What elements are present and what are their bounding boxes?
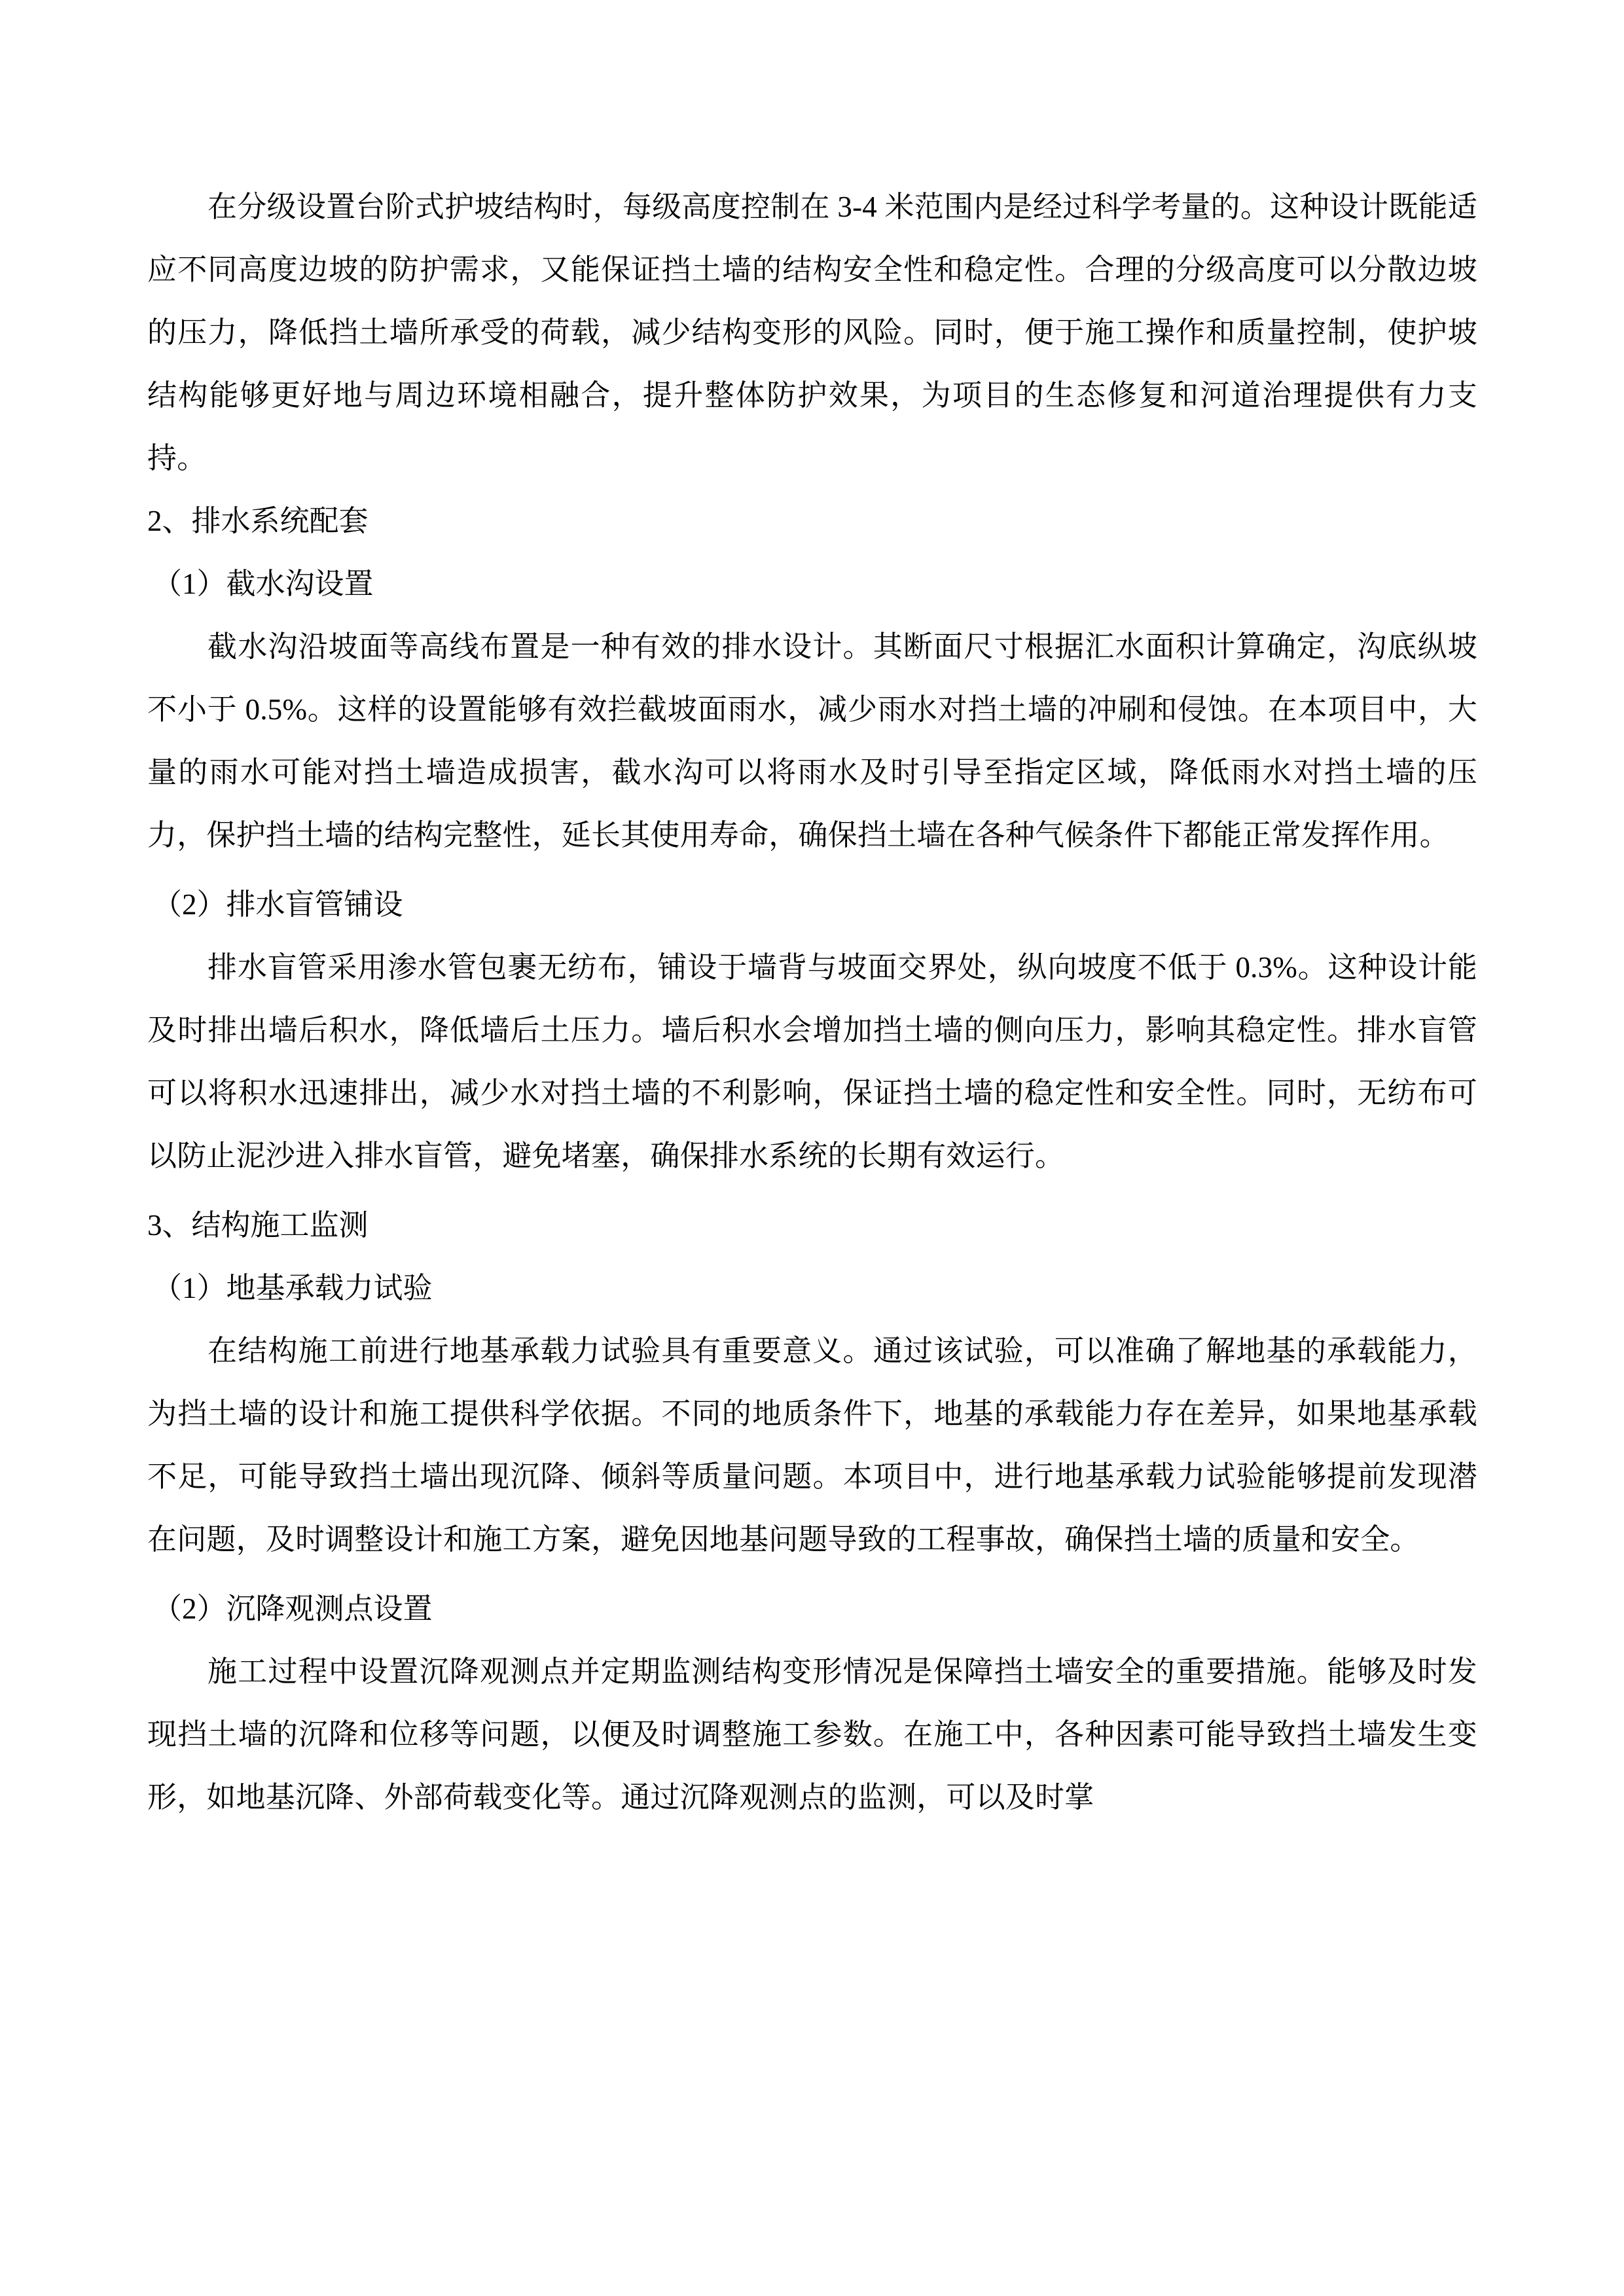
paragraph-spacer	[147, 867, 1477, 873]
heading-drainage-system: 2、排水系统配套	[147, 505, 369, 537]
paragraph-spacer	[147, 1571, 1477, 1577]
heading-settlement-observation-points: （2）沉降观测点设置	[153, 1592, 433, 1625]
paragraph-bearing-capacity-test: 在结构施工前进行地基承载力试验具有重要意义。通过该试验，可以准确了解地基的承载能力，为挡土墙的设计和施工提供科学依据。不同的地质条件下，地基的承载能力存在差异，如果地基承载不足，可能导致挡土墙出现沉降、倾斜等质量问题。本项目中，进行地基承载力试验能够提前发现潜在问题，及时调整设计和施工方案，避免因地基问题导致的工程事故，确保挡土墙的质量和安全。	[147, 1335, 1477, 1556]
paragraph-spacer	[147, 1187, 1477, 1194]
heading-bearing-capacity-test: （1）地基承载力试验	[153, 1272, 433, 1304]
paragraph-settlement-observation-points: 施工过程中设置沉降观测点并定期监测结构变形情况是保障挡土墙安全的重要措施。能够及时发现挡土墙的沉降和位移等问题，以便及时调整施工参数。在施工中，各种因素可能导致挡土墙发生变形，如地基沉降、外部荷载变化等。通过沉降观测点的监测，可以及时掌	[147, 1655, 1477, 1814]
paragraph-intercepting-ditch: 截水沟沿坡面等高线布置是一种有效的排水设计。其断面尺寸根据汇水面积计算确定，沟底纵坡不小于 0.5%。这样的设置能够有效拦截坡面雨水，减少雨水对挡土墙的冲刷和侵蚀。在本项目中，大量的雨水可能对挡土墙造成损害，截水沟可以将雨水及时引导至指定区域，降低雨水对挡土墙的压力，保护挡土墙的结构完整性，延长其使用寿命，确保挡土墙在各种气候条件下都能正常发挥作用。	[147, 630, 1477, 852]
document-body	[147, 175, 1477, 1829]
heading-structural-monitoring: 3、结构施工监测	[147, 1209, 369, 1242]
heading-intercepting-ditch: （1）截水沟设置	[153, 567, 374, 600]
heading-blind-drain-pipe: （2）排水盲管铺设	[153, 888, 403, 921]
paragraph-blind-drain-pipe: 排水盲管采用渗水管包裹无纺布，铺设于墙背与坡面交界处，纵向坡度不低于 0.3%。这种设计能及时排出墙后积水，降低墙后土压力。墙后积水会增加挡土墙的侧向压力，影响其稳定性。排水盲管可以将积水迅速排出，减少水对挡土墙的不利影响，保证挡土墙的稳定性和安全性。同时，无纺布可以防止泥沙进入排水盲管，避免堵塞，确保排水系统的长期有效运行。	[147, 951, 1477, 1172]
paragraph-grading-slope-design: 在分级设置台阶式护坡结构时，每级高度控制在 3-4 米范围内是经过科学考量的。这种设计既能适应不同高度边坡的防护需求，又能保证挡土墙的结构安全性和稳定性。合理的分级高度可以分散边坡的压力，降低挡土墙所承受的荷载，减少结构变形的风险。同时，便于施工操作和质量控制，使护坡结构能够更好地与周边环境相融合，提升整体防护效果，为项目的生态修复和河道治理提供有力支持。	[147, 190, 1477, 475]
